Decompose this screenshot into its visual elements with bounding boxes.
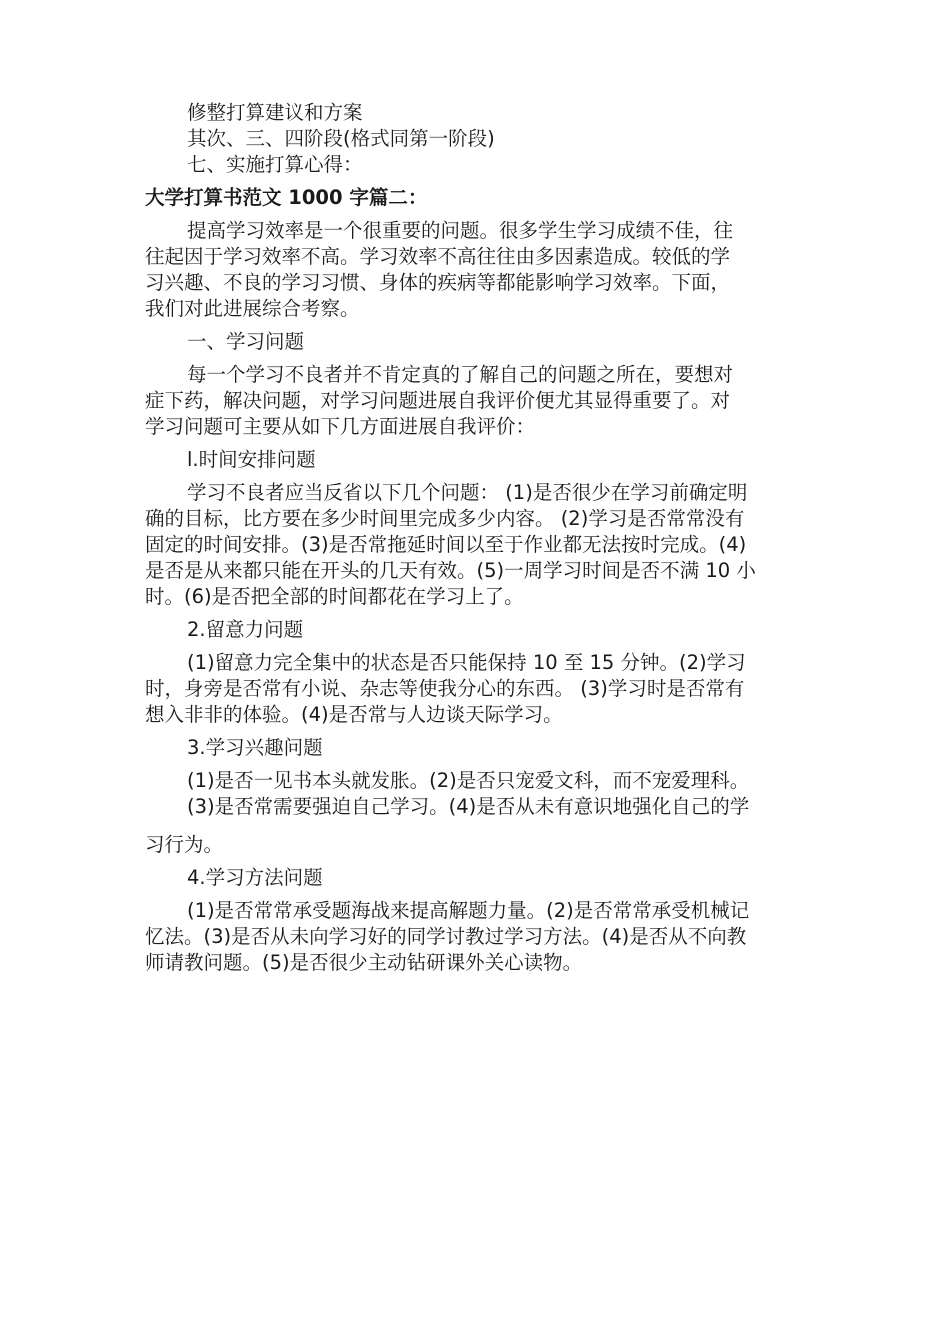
- text-line: (1)是否常常承受题海战来提高解题力量。(2)是否常常承受机械记: [187, 899, 750, 922]
- paragraph: [145, 768, 810, 858]
- text-line: 确的目标，比方要在多少时间里完成多少内容。 (2)学习是否常常没有: [145, 507, 745, 530]
- text-line: 症下药，解决问题，对学习问题进展自我评价便尤其显得重要了。对: [145, 389, 731, 412]
- text-line: 提高学习效率是一个很重要的问题。很多学生学习成绩不佳，往: [187, 219, 734, 242]
- subheading: l.时间安排问题: [187, 448, 316, 471]
- text-line: 我们对此进展综合考察。: [145, 297, 360, 320]
- text-line: 固定的时间安排。(3)是否常拖延时间以至于作业都无法按时完成。(4): [145, 533, 747, 556]
- document-body: [145, 100, 810, 976]
- subheading: 一、学习问题: [187, 330, 305, 353]
- text-line: (1)是否一见书本头就发胀。(2)是否只宠爱文科，而不宠爱理科。: [187, 769, 750, 792]
- text-line: 学习问题可主要从如下几方面进展自我评价：: [145, 415, 536, 438]
- text-line: 往起因于学习效率不高。学习效率不高往往由多因素造成。较低的学: [145, 245, 731, 268]
- paragraph: [145, 362, 810, 440]
- paragraph: [145, 218, 810, 322]
- text-line: 修整打算建议和方案: [187, 101, 363, 124]
- text-line: 是否是从来都只能在开头的几天有效。(5)一周学习时间是否不满 10 小: [145, 559, 756, 582]
- text-line: 忆法。(3)是否从未向学习好的同学讨教过学习方法。(4)是否从不向教: [145, 925, 747, 948]
- text-line: 其次、三、四阶段(格式同第一阶段): [187, 127, 495, 150]
- text-line: 七、实施打算心得：: [187, 153, 363, 176]
- text-line: 时，身旁是否常有小说、杂志等使我分心的东西。 (3)学习时是否常有: [145, 677, 745, 700]
- subheading: 4.学习方法问题: [187, 866, 323, 889]
- text-line: 想入非非的体验。(4)是否常与人边谈天际学习。: [145, 703, 563, 726]
- text-line: 习兴趣、不良的学习习惯、身体的疾病等都能影响学习效率。下面，: [145, 271, 731, 294]
- paragraph: [145, 898, 810, 976]
- text-line: (1)留意力完全集中的状态是否只能保持 10 至 15 分钟。(2)学习: [187, 651, 746, 674]
- text-line: 时。(6)是否把全部的时间都花在学习上了。: [145, 585, 524, 608]
- text-line: 每一个学习不良者并不肯定真的了解自己的问题之所在，要想对: [187, 363, 734, 386]
- paragraph: [145, 650, 810, 728]
- subheading: 2.留意力问题: [187, 618, 304, 641]
- text-line: 学习不良者应当反省以下几个问题： (1)是否很少在学习前确定明: [187, 481, 748, 504]
- text-line: 师请教问题。(5)是否很少主动钻研课外关心读物。: [145, 951, 583, 974]
- text-line: 习行为。: [145, 833, 224, 856]
- paragraph: [145, 480, 810, 610]
- text-line: (3)是否常需要强迫自己学习。(4)是否从未有意识地强化自己的学: [187, 795, 750, 818]
- subheading: 3.学习兴趣问题: [187, 736, 323, 759]
- section-heading: 大学打算书范文 1000 字篇二：: [145, 186, 428, 209]
